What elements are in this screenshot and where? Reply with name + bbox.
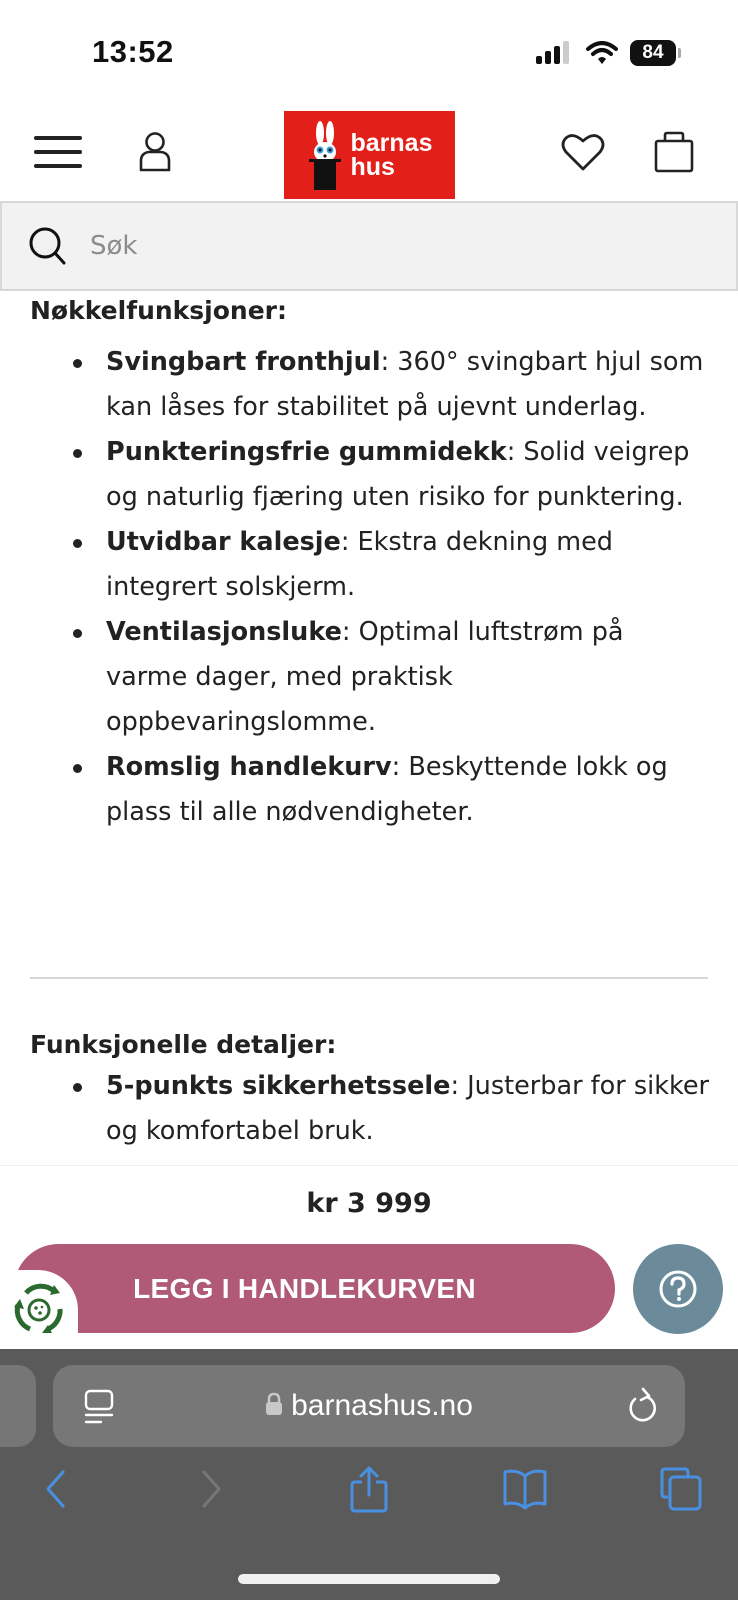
site-logo[interactable]: [284, 111, 455, 199]
recycle-icon: [12, 1283, 66, 1337]
heart-icon: [561, 132, 605, 172]
back-icon: [43, 1469, 67, 1509]
feature-name: 5-punkts sikkerhetssele: [106, 1071, 451, 1101]
list-item: [70, 340, 710, 430]
key-features-list: [70, 340, 710, 835]
address-bar[interactable]: [53, 1365, 685, 1447]
share-button[interactable]: [339, 1459, 399, 1519]
recycle-badge[interactable]: [0, 1270, 78, 1350]
status-time: 13:52: [92, 34, 174, 69]
forward-icon: [200, 1469, 224, 1509]
tabs-icon: [660, 1467, 704, 1511]
feature-name: Utvidbar kalesje: [106, 527, 341, 557]
shopping-bag-icon: [654, 131, 694, 173]
share-icon: [349, 1465, 389, 1513]
section-title-key-features: Nøkkelfunksjoner:: [30, 296, 288, 325]
section-divider: [30, 977, 708, 979]
browser-chrome: [0, 1349, 738, 1600]
functional-details-list: [70, 1064, 710, 1154]
account-button[interactable]: [130, 130, 180, 174]
list-item: [70, 430, 710, 520]
list-item: [70, 1064, 710, 1154]
feature-description: : Justerbar for sikker og komfortabel bruk.: [106, 1071, 710, 1146]
reload-icon[interactable]: [625, 1387, 659, 1425]
logo-line-2: hus: [350, 153, 395, 181]
forward-button[interactable]: [182, 1459, 242, 1519]
url-display: [53, 1389, 685, 1423]
feature-description: : Ekstra dekning med integrert solskjerm.: [106, 527, 613, 602]
feature-description: : Solid veigrep og naturlig fjæring uten risiko for punktering.: [106, 437, 690, 512]
home-indicator[interactable]: [238, 1574, 500, 1584]
search-icon: [28, 226, 68, 266]
wifi-icon: [586, 41, 618, 65]
list-item: [70, 745, 710, 835]
bookmarks-button[interactable]: [495, 1459, 555, 1519]
signal-icon: [536, 41, 574, 65]
status-bar: [0, 0, 738, 100]
sticky-buy-bar: [0, 1165, 738, 1349]
menu-button[interactable]: [33, 130, 83, 174]
product-description: [0, 291, 738, 1165]
section-title-functional-details: Funksjonelle detaljer:: [30, 1030, 337, 1059]
cart-button[interactable]: [649, 130, 699, 174]
user-icon: [137, 131, 173, 173]
feature-description: : Beskyttende lokk og plass til alle nødvendigheter.: [106, 752, 668, 827]
bookmarks-icon: [501, 1468, 549, 1510]
search-bar[interactable]: [0, 201, 738, 291]
back-button[interactable]: [25, 1459, 85, 1519]
status-icons: [536, 40, 676, 66]
url-text: barnashus.no: [291, 1389, 473, 1422]
tabs-button[interactable]: [652, 1459, 712, 1519]
feature-name: Punkteringsfrie gummidekk: [106, 437, 507, 467]
hamburger-menu-icon: [34, 134, 82, 170]
lock-icon: [265, 1392, 283, 1416]
logo-text: [351, 131, 433, 179]
battery-level: 84: [642, 42, 664, 63]
previous-tab-peek[interactable]: [0, 1365, 36, 1447]
help-button[interactable]: [633, 1244, 723, 1334]
list-item: [70, 610, 710, 745]
question-mark-icon: [658, 1269, 698, 1309]
feature-name: Romslig handlekurv: [106, 752, 392, 782]
site-header: [0, 100, 738, 200]
list-item: [70, 520, 710, 610]
feature-name: Ventilasjonsluke: [106, 617, 342, 647]
feature-description: : 360° svingbart hjul som kan låses for stabilitet på ujevnt underlag.: [106, 347, 704, 422]
product-price: kr 3 999: [306, 1188, 432, 1219]
rabbit-hat-logo-icon: [307, 119, 343, 191]
add-to-cart-button[interactable]: [14, 1244, 615, 1333]
battery-icon: [630, 40, 676, 66]
add-to-cart-label: LEGG I HANDLEKURVEN: [133, 1272, 476, 1304]
search-input[interactable]: [90, 231, 650, 261]
feature-description: : Optimal luftstrøm på varme dager, med praktisk oppbevaringslomme.: [106, 617, 624, 737]
wishlist-button[interactable]: [558, 130, 608, 174]
feature-name: Svingbart fronthjul: [106, 347, 381, 377]
logo-line-1: barnas: [350, 129, 433, 157]
